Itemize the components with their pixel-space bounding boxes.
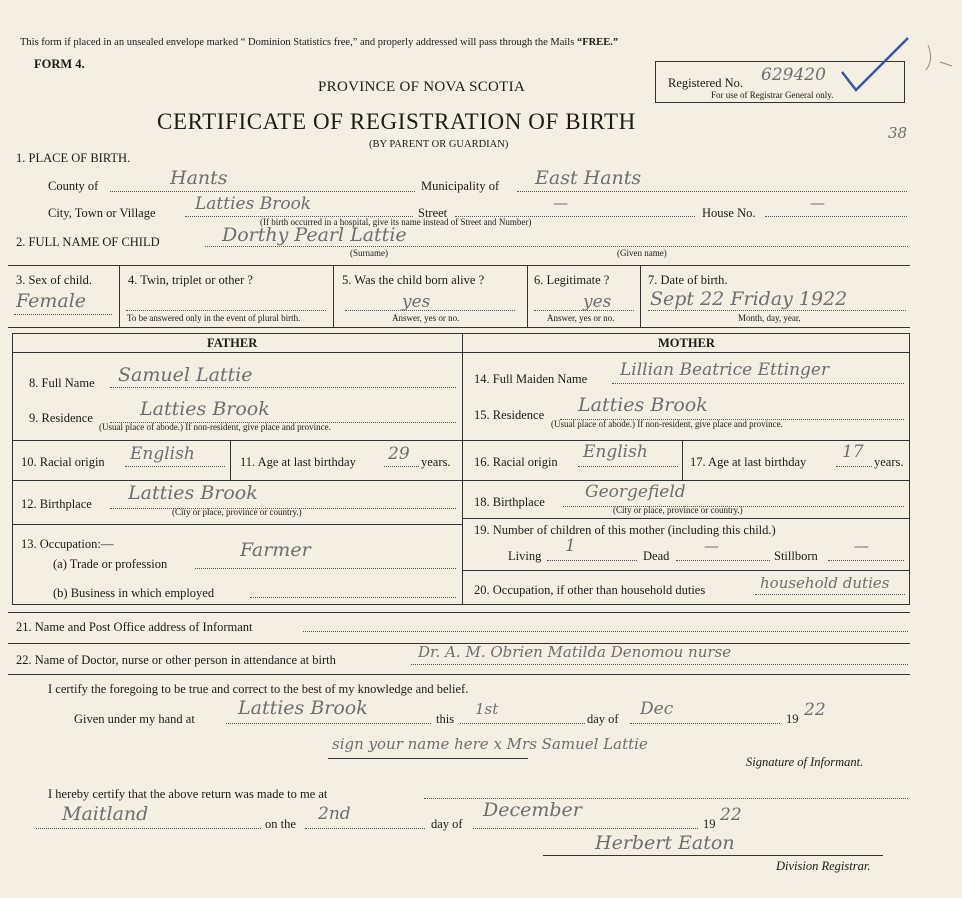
- registrar-month-value: December: [483, 799, 582, 821]
- mother-birthplace-note: (City or place, province or country.): [613, 505, 743, 515]
- dead-value: —: [704, 537, 719, 555]
- child-name-value: Dorthy Pearl Lattie: [222, 224, 407, 246]
- mother-years: years.: [874, 455, 904, 469]
- registrar-signature: Herbert Eaton: [595, 832, 735, 854]
- father-racial-label: 10. Racial origin: [21, 455, 105, 469]
- child-name-label: 2. FULL NAME OF CHILD: [16, 235, 160, 249]
- father-birthplace-value: Latties Brook: [128, 482, 258, 504]
- legitimate-label: 6. Legitimate ?: [534, 273, 610, 287]
- informant-signature-label: Signature of Informant.: [746, 755, 864, 769]
- sex-label: 3. Sex of child.: [16, 273, 93, 287]
- place-of-birth-label: 1. PLACE OF BIRTH.: [16, 151, 131, 165]
- province-heading: PROVINCE OF NOVA SCOTIA: [318, 79, 526, 95]
- twin-note: To be answered only in the event of plural birth.: [127, 313, 301, 323]
- municipality-label: Municipality of: [421, 179, 500, 193]
- certify-year-value: 22: [804, 700, 826, 720]
- father-occupation-label: 13. Occupation:—: [21, 537, 114, 551]
- city-label: City, Town or Village: [48, 206, 156, 220]
- certify-day-value: 1st: [475, 700, 499, 718]
- given-place-value: Latties Brook: [238, 697, 368, 719]
- registrar-day-of-label: day of: [431, 817, 463, 831]
- check-mark-icon: [838, 32, 918, 102]
- certify-month-value: Dec: [640, 699, 674, 719]
- street-value: —: [553, 194, 568, 212]
- doctor-label: 22. Name of Doctor, nurse or other person in attendance at birth: [16, 653, 336, 667]
- registrar-place-value: Maitland: [62, 803, 149, 825]
- this-label: this: [436, 712, 455, 726]
- date-of-birth-note: Month, day, year.: [738, 313, 801, 323]
- business-label: (b) Business in which employed: [53, 586, 215, 600]
- municipality-value: East Hants: [535, 167, 642, 189]
- legitimate-note: Answer, yes or no.: [547, 313, 615, 323]
- legitimate-value: yes: [583, 292, 612, 312]
- mother-occupation-label: 20. Occupation, if other than household duties: [474, 583, 706, 597]
- children-count-label: 19. Number of children of this mother (including this child.): [474, 523, 776, 537]
- mother-name-label: 14. Full Maiden Name: [474, 372, 588, 386]
- certify-year-prefix: 19: [786, 712, 799, 726]
- hospital-note: (If birth occurred in a hospital, give its name instead of Street and Number): [260, 217, 532, 227]
- corner-mark: 38: [888, 124, 908, 142]
- dead-label: Dead: [643, 549, 670, 563]
- registrar-year-value: 22: [720, 805, 742, 825]
- county-label: County of: [48, 179, 99, 193]
- postal-notice: This form if placed in an unsealed envelope marked “ Dominion Statistics free,” and properly addressed will pass through the Mails “FREE.”: [20, 37, 619, 48]
- living-label: Living: [508, 549, 542, 563]
- registered-label: Registered No.: [668, 76, 743, 90]
- father-residence-label: 9. Residence: [29, 411, 93, 425]
- given-under-label: Given under my hand at: [74, 712, 195, 726]
- mother-residence-note: (Usual place of abode.) If non-resident, give place and province.: [551, 419, 783, 429]
- father-residence-note: (Usual place of abode.) If non-resident, give place and province.: [99, 422, 331, 432]
- registrar-day-value: 2nd: [318, 804, 351, 824]
- father-heading: FATHER: [207, 336, 258, 350]
- surname-note: (Surname): [350, 248, 388, 258]
- house-label: House No.: [702, 206, 756, 220]
- informant-label: 21. Name and Post Office address of Informant: [16, 620, 253, 634]
- twin-label: 4. Twin, triplet or other ?: [128, 273, 253, 287]
- born-alive-label: 5. Was the child born alive ?: [342, 273, 485, 287]
- informant-signature: sign your name here x Mrs Samuel Lattie: [332, 735, 648, 753]
- certify-statement: I certify the foregoing to be true and correct to the best of my knowledge and belief.: [48, 682, 469, 696]
- certify-day-of-label: day of: [587, 712, 619, 726]
- living-value: 1: [565, 536, 576, 556]
- trade-value: Farmer: [240, 539, 311, 561]
- mother-name-value: Lillian Beatrice Ettinger: [620, 360, 830, 380]
- doctor-value: Dr. A. M. Obrien Matilda Denomou nurse: [418, 643, 732, 661]
- on-the-label: on the: [265, 817, 296, 831]
- mother-residence-label: 15. Residence: [474, 408, 545, 422]
- certificate-title: CERTIFICATE OF REGISTRATION OF BIRTH: [157, 109, 636, 134]
- house-value: —: [810, 194, 825, 212]
- registrar-year-prefix: 19: [703, 817, 716, 831]
- father-racial-value: English: [130, 444, 195, 464]
- mother-residence-value: Latties Brook: [578, 394, 708, 416]
- mother-age-label: 17. Age at last birthday: [690, 455, 807, 469]
- father-age-value: 29: [388, 444, 410, 464]
- mother-heading: MOTHER: [658, 336, 715, 350]
- edge-wear-icon: [920, 40, 960, 80]
- mother-racial-label: 16. Racial origin: [474, 455, 558, 469]
- date-of-birth-value: Sept 22 Friday 1922: [650, 288, 848, 310]
- form-number: FORM 4.: [34, 57, 85, 71]
- born-alive-value: yes: [402, 292, 431, 312]
- county-value: Hants: [170, 167, 228, 189]
- registered-number: 629420: [761, 65, 826, 85]
- trade-label: (a) Trade or profession: [53, 557, 168, 571]
- father-years: years.: [421, 455, 451, 469]
- father-birthplace-label: 12. Birthplace: [21, 497, 92, 511]
- street-label: Street: [418, 206, 448, 220]
- stillborn-value: —: [854, 537, 869, 555]
- registrar-certify-statement: I hereby certify that the above return was made to me at: [48, 787, 328, 801]
- registrar-use-note: For use of Registrar General only.: [711, 90, 834, 100]
- mother-racial-value: English: [583, 442, 648, 462]
- father-name-value: Samuel Lattie: [118, 364, 253, 386]
- sex-value: Female: [16, 290, 87, 312]
- father-name-label: 8. Full Name: [29, 376, 95, 390]
- father-birthplace-note: (City or place, province or country.): [172, 507, 302, 517]
- certificate-subtitle: (BY PARENT OR GUARDIAN): [369, 139, 509, 150]
- date-of-birth-label: 7. Date of birth.: [648, 273, 728, 287]
- mother-age-value: 17: [842, 442, 864, 462]
- registrar-signature-label: Division Registrar.: [776, 859, 871, 873]
- mother-birthplace-value: Georgefield: [585, 482, 686, 502]
- city-value: Latties Brook: [195, 194, 312, 214]
- mother-birthplace-label: 18. Birthplace: [474, 495, 545, 509]
- father-residence-value: Latties Brook: [140, 398, 270, 420]
- given-name-note: (Given name): [617, 248, 667, 258]
- stillborn-label: Stillborn: [774, 549, 818, 563]
- mother-occupation-value: household duties: [760, 574, 890, 592]
- father-age-label: 11. Age at last birthday: [240, 455, 356, 469]
- born-alive-note: Answer, yes or no.: [392, 313, 460, 323]
